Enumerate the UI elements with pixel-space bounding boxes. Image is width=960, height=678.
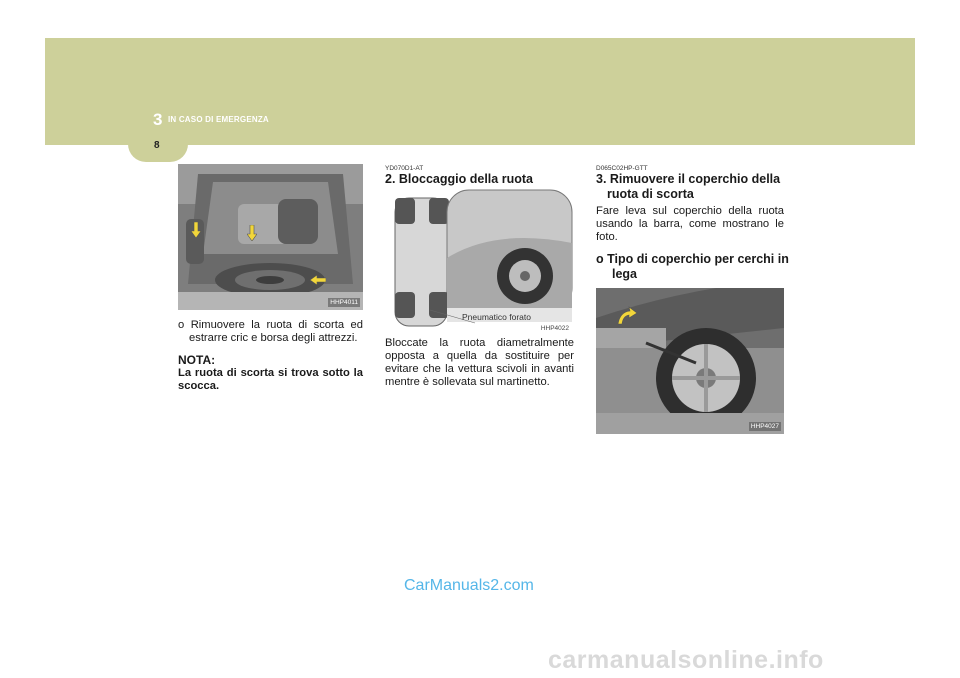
image-code: HHP4011: [330, 299, 358, 306]
watermark-footer: carmanualsonline.info: [548, 646, 824, 674]
section-code: YD070D1-AT: [385, 165, 424, 172]
bullet-heading: o Tipo di coperchio per cerchi in lega: [596, 252, 789, 281]
arrow-down-icon: [191, 222, 201, 238]
image-code: HHP4027: [750, 423, 779, 430]
spare-cover-photo: [596, 288, 784, 434]
wheel-block-photo: [385, 188, 574, 335]
trunk-photo: [178, 164, 363, 310]
watermark-logo: CarManuals2.com: [404, 577, 534, 594]
body-text: Fare leva sul coperchio della ruota usando la barra, come mostrano le foto.: [596, 205, 784, 243]
arrow-left-icon: [310, 275, 326, 285]
note-heading: NOTA:: [178, 353, 216, 367]
arrow-down-icon: [247, 225, 257, 241]
page-number: 8: [154, 140, 160, 151]
image-code: HHP4022: [540, 325, 569, 332]
section-heading: 3. Rimuovere il coperchio della ruota di scorta: [596, 172, 781, 201]
curved-arrow-icon: [616, 306, 638, 326]
note-text: La ruota di scorta si trova sotto la scocca.: [178, 367, 363, 392]
section-code: D065C02HP-GTT: [596, 165, 648, 172]
body-text: Bloccate la ruota diametralmente opposta a quella da sostituire per evitare che la vettura scivoli in avanti mentre è sollevata sul martinetto.: [385, 337, 574, 388]
bullet-item: o Rimuovere la ruota di scorta ed estrarre cric e borsa degli attrezzi.: [178, 319, 363, 344]
image-caption: Pneumatico forato: [462, 312, 531, 322]
chapter-title: IN CASO DI EMERGENZA: [168, 115, 269, 124]
header-band: [45, 38, 915, 145]
chapter-number: 3: [153, 110, 163, 129]
section-heading: 2. Bloccaggio della ruota: [385, 172, 533, 186]
